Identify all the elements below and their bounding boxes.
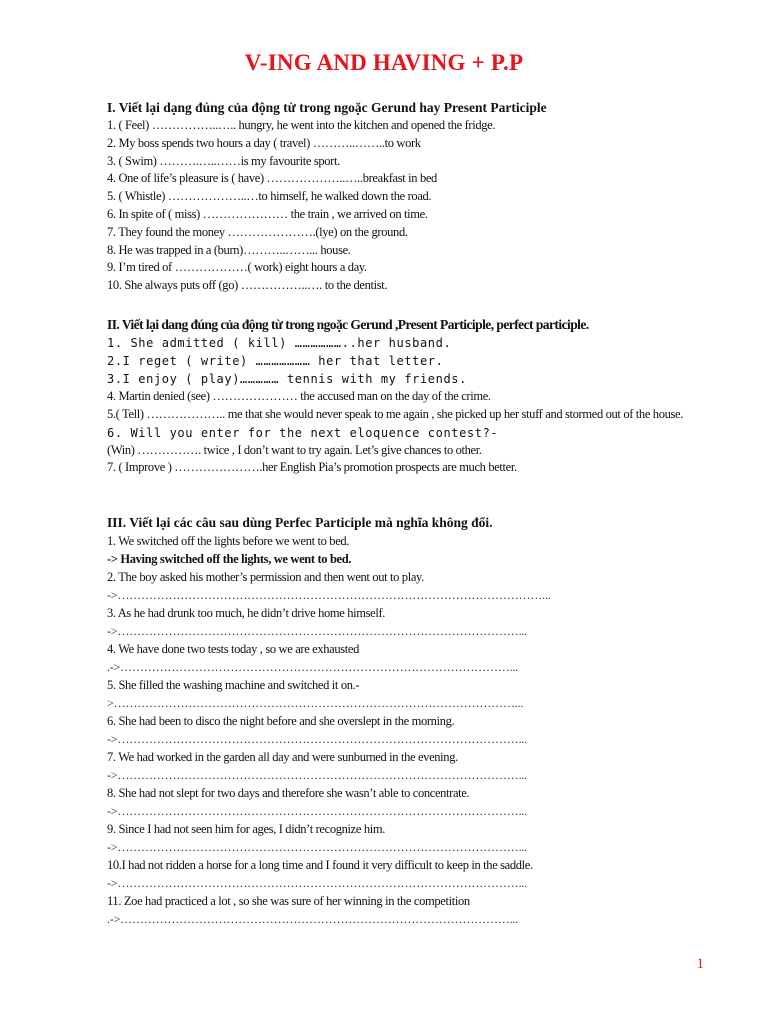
answer-line[interactable]: ->…………………………………………………………………………………………...	[107, 732, 527, 746]
exercise-item: 6. Will you enter for the next eloquence contest?-	[107, 425, 499, 440]
exercise-item: 7. They found the money ………………….(lye) on the ground.	[107, 224, 408, 239]
exercise-item: 8. He was trapped in a (burn)………..……... house.	[107, 242, 351, 257]
exercise-item: 1. ( Feel) ……………..….. hungry, he went into the kitchen and opened the fridge.	[107, 118, 496, 132]
exercise-item: 2. My boss spends two hours a day ( travel) ………..……..to work	[107, 135, 421, 150]
rewrite-question: 6. She had been to disco the night before and she overslept in the morning.	[107, 714, 455, 728]
rewrite-question: 10.I had not ridden a horse for a long time and I found it very difficult to keep in the saddle.	[107, 858, 533, 872]
rewrite-question: 3. As he had drunk too much, he didn’t drive home himself.	[107, 606, 386, 620]
exercise-item: 5.( Tell) ……………….. me that she would never speak to me again , she picked up her stuff and stormed out of the house.	[107, 406, 683, 421]
exercise-item: 2.I reget ( write) ………………… her that letter.	[107, 354, 444, 368]
answer-line[interactable]: >…………………………………………………………………………………………...	[107, 696, 524, 710]
exercise-item: 1. She admitted ( kill) ………………..her husband.	[107, 336, 452, 350]
exercise-item: 4. Martin denied (see) ………………… the accused man on the day of the crime.	[107, 389, 491, 403]
exercise-item: (Win) ……………. twice , I don’t want to try again. Let’s give chances to other.	[107, 442, 482, 457]
rewrite-question: 8. She had not slept for two days and therefore she wasn’t able to concentrate.	[107, 786, 470, 800]
rewrite-question: 5. She filled the washing machine and switched it on.-	[107, 678, 360, 692]
answer-line[interactable]: ->………………………………………………………………………………………………...	[107, 588, 551, 602]
rewrite-question: 9. Since I had not seen him for ages, I didn’t recognize him.	[107, 822, 385, 836]
answer-line[interactable]: .->………………………………………………………………………………………...	[107, 912, 518, 926]
section-3-heading: III. Viết lại các câu sau dùng Perfec Participle mà nghĩa không đổi.	[107, 515, 493, 530]
section-2-heading: II. Viết lại dang đúng của động từ trong ngoặc Gerund ,Present Participle, perfect participle.	[107, 317, 589, 332]
answer-line[interactable]: ->…………………………………………………………………………………………...	[107, 840, 527, 854]
exercise-item: 9. I’m tired of ………………( work) eight hours a day.	[107, 260, 367, 275]
answer-line[interactable]: .->………………………………………………………………………………………...	[107, 660, 518, 674]
answer-line[interactable]: ->…………………………………………………………………………………………...	[107, 876, 527, 890]
example-answer: -> Having switched off the lights, we went to bed.	[107, 552, 352, 566]
rewrite-question: 4. We have done two tests today , so we are exhausted	[107, 642, 360, 656]
rewrite-question: 11. Zoe had practiced a lot , so she was sure of her winning in the competition	[107, 894, 470, 908]
exercise-item: 3.I enjoy ( play)…………… tennis with my friends.	[107, 372, 467, 386]
answer-line[interactable]: ->…………………………………………………………………………………………...	[107, 804, 527, 818]
page-number: 1	[696, 956, 704, 972]
exercise-item: 10. She always puts off (go) ……………..…. to the dentist.	[107, 278, 388, 293]
exercise-item: 6. In spite of ( miss) ………………… the train , we arrived on time.	[107, 206, 428, 221]
exercise-item: 7. ( Improve ) ………………….her English Pia’s promotion prospects are much better.	[107, 460, 517, 475]
rewrite-question: 7. We had worked in the garden all day and were sunburned in the evening.	[107, 750, 458, 764]
example-question: 1. We switched off the lights before we went to bed.	[107, 534, 350, 548]
answer-line[interactable]: ->…………………………………………………………………………………………...	[107, 768, 527, 782]
page-title: V-ING AND HAVING + P.P	[244, 50, 524, 75]
exercise-item: 4. One of life’s pleasure is ( have) ………………..…..breakfast in bed	[107, 171, 437, 186]
section-1	[107, 99, 707, 295]
exercise-item: 5. ( Whistle) ………………..…to himself, he walked down the road.	[107, 189, 432, 204]
exercise-item: 3. ( Swim) ……….…..……is my favourite sport.	[107, 153, 340, 168]
answer-line[interactable]: ->…………………………………………………………………………………………...	[107, 624, 527, 638]
section-3	[107, 514, 707, 928]
section-1-heading: I. Viết lại dạng đúng của động từ trong ngoặc Gerund hay Present Participle	[107, 100, 547, 115]
section-2	[107, 316, 707, 477]
rewrite-question: 2. The boy asked his mother’s permission and then went out to play.	[107, 570, 424, 584]
